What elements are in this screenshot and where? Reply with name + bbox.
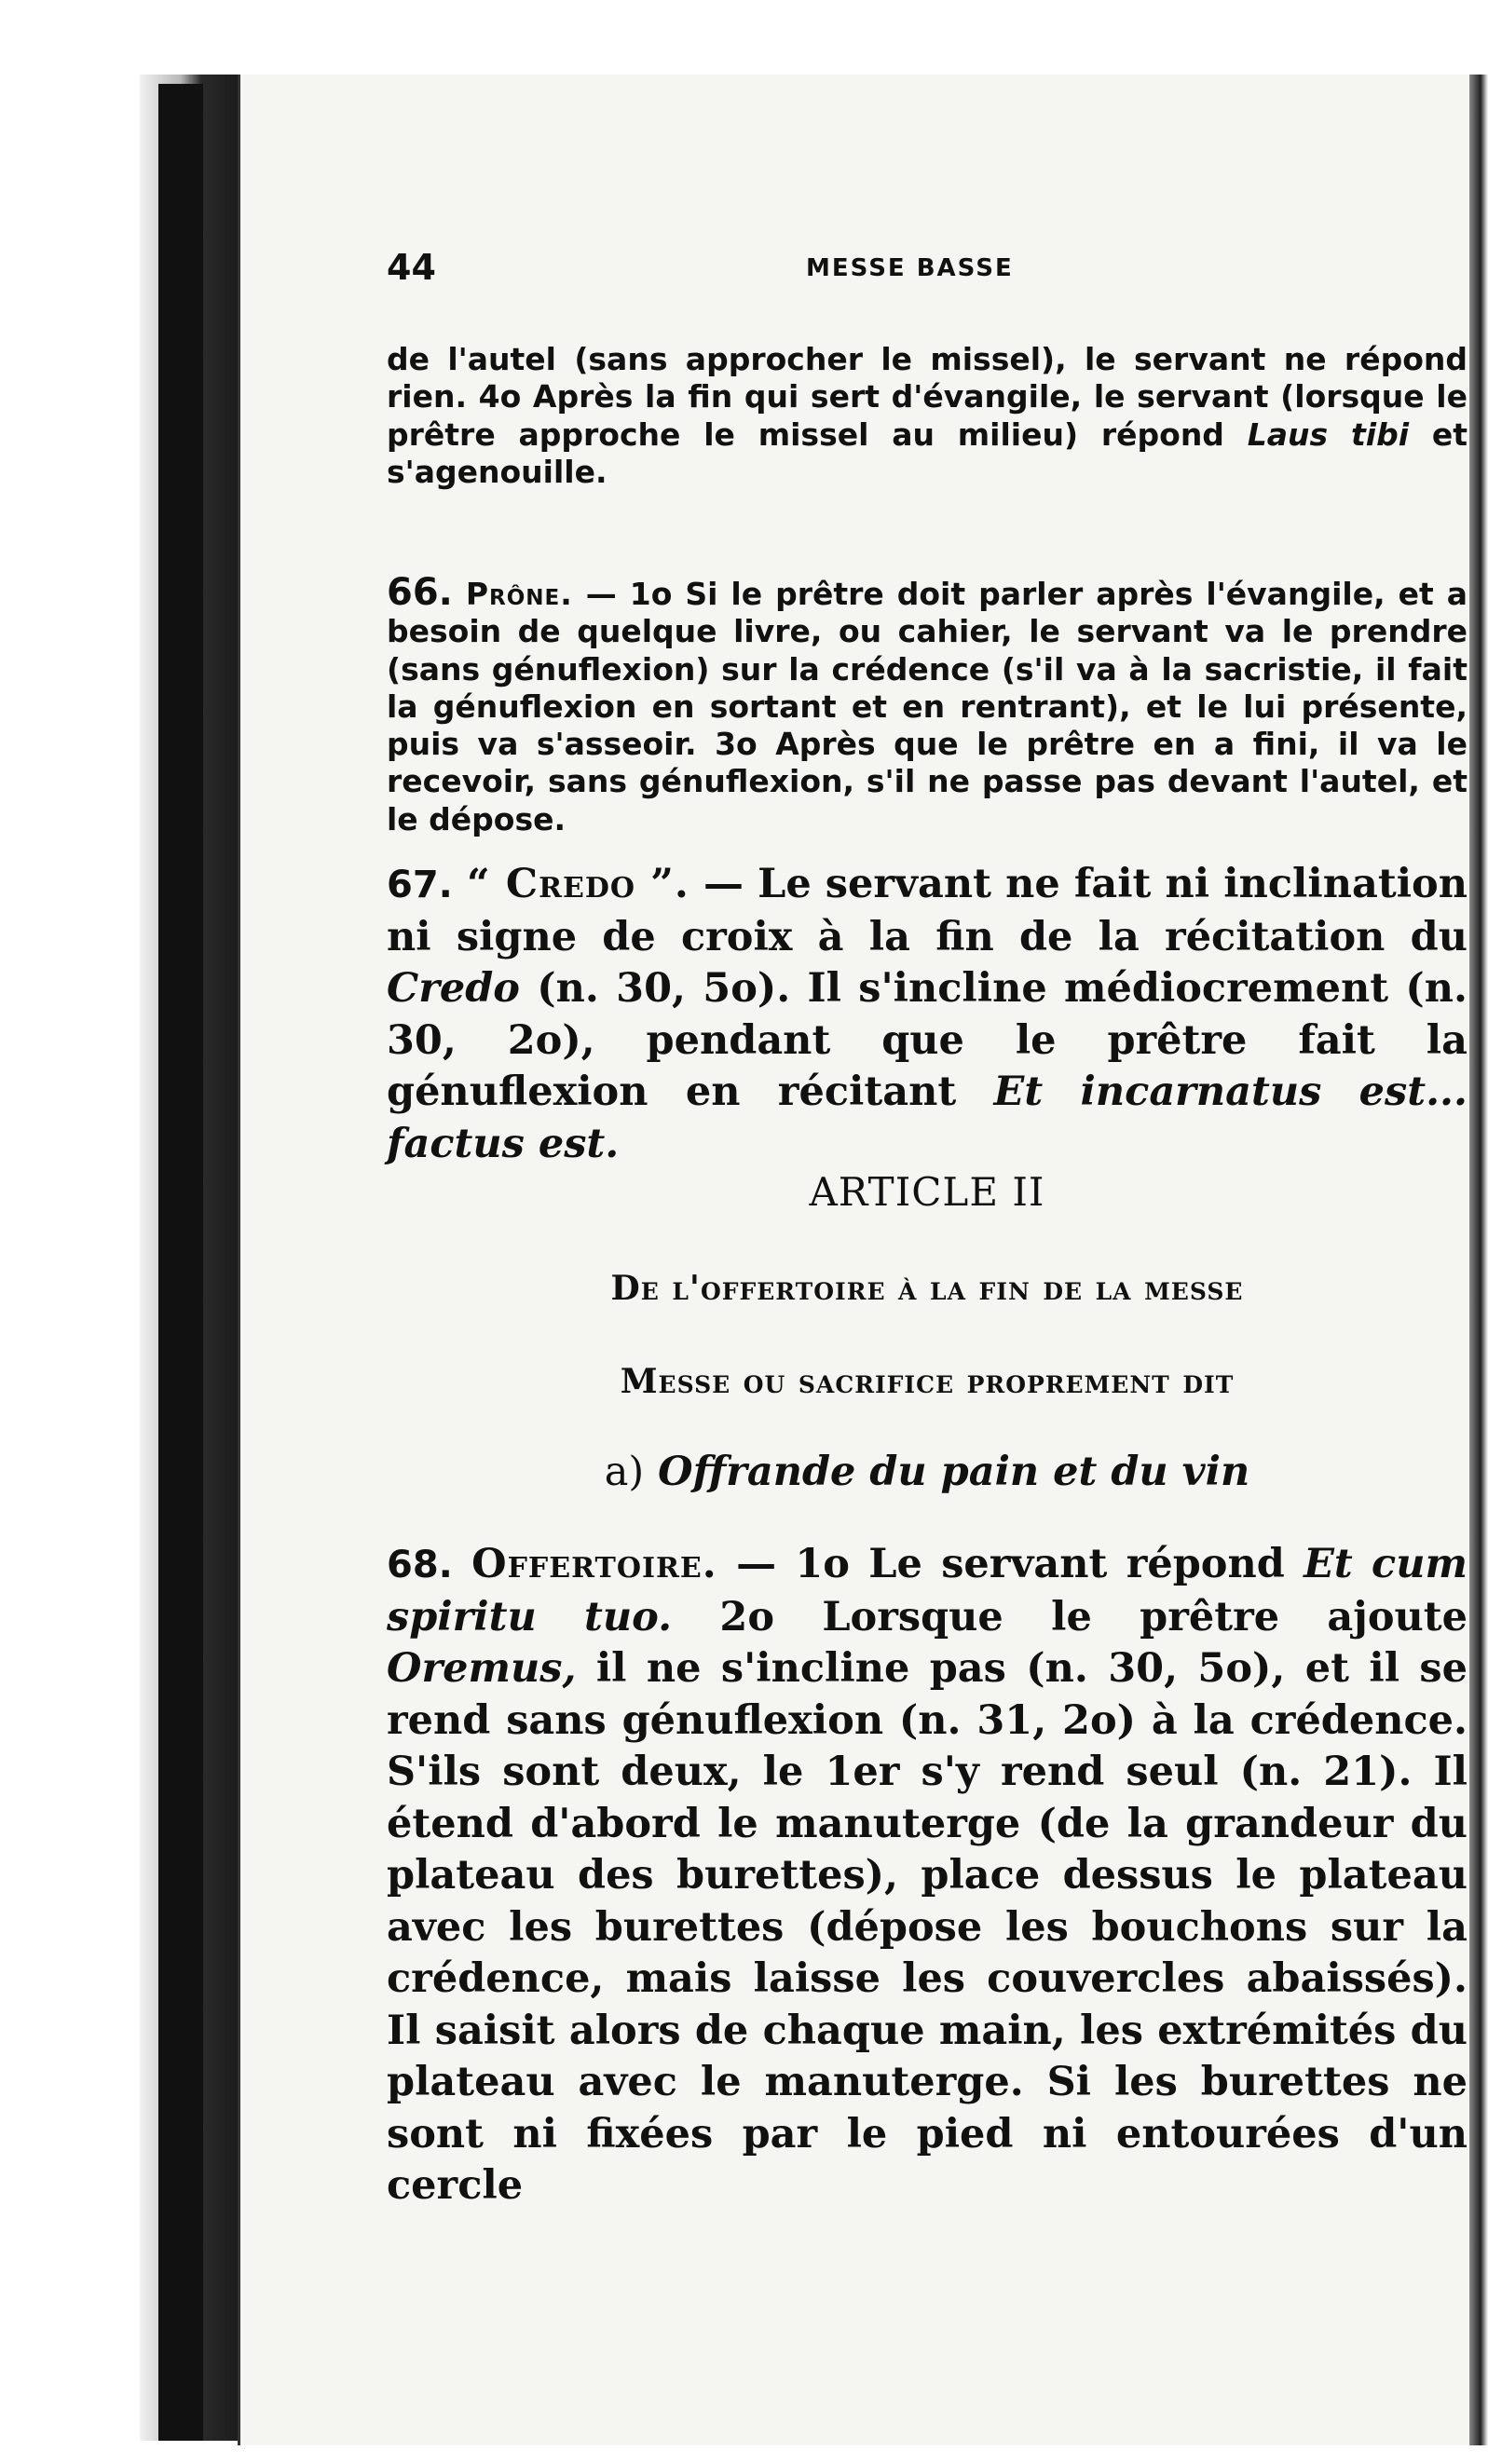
paragraph-66: 66. Prône. — 1o Si le prêtre doit parler après l'évangile, et a besoin de quelque livre, ou cahier, le servant va le prendre (sans génuflexion) sur la crédence (s'il va à la sacristie, il fait la génuflexion en sortant et en rentrant), et le lui présente, puis va s'asseoir. 3o Après que le prêtre en a fini, il va le recevoir, sans génuflexion, s'il ne passe pas devant l'autel, et le dépose. bbox=[387, 571, 1468, 837]
paragraph-heading: Offertoire. bbox=[471, 1541, 717, 1587]
running-title: MESSE BASSE bbox=[806, 254, 1014, 282]
section-title: De l'offertoire à la fin de la messe bbox=[610, 1269, 1244, 1308]
paragraph-heading: Prône. bbox=[465, 576, 573, 612]
paragraph-number: 66. bbox=[387, 571, 453, 614]
running-header bbox=[387, 247, 1468, 293]
paragraph-67: 67. “ Credo ”. — Le servant ne fait ni inclination ni signe de croix à la fin de la récitation du Credo (n. 30, 5o). Il s'incline médiocrement (n. 30, 2o), pendant que le prêtre fait la génuflexion en récitant Et incarnatus est... factus est. bbox=[387, 861, 1468, 1167]
paragraph-65-continuation: de l'autel (sans approcher le missel), le servant ne répond rien. 4o Après la fin qui sert d'évangile, le servant (lorsque le prêtre approche le missel au milieu) répond Laus tibi et s'agenouille. bbox=[387, 341, 1468, 490]
sub-heading: a) Offrande du pain et du vin bbox=[604, 1449, 1250, 1495]
paragraph-number: 67. bbox=[387, 864, 453, 906]
paragraph-heading: “ Credo ”. bbox=[466, 861, 689, 907]
page-number: 44 bbox=[387, 247, 436, 288]
book-spine bbox=[158, 84, 203, 2441]
page-edge bbox=[1469, 75, 1488, 2445]
paragraph-number: 68. bbox=[387, 1544, 453, 1586]
paragraph-68: 68. Offertoire. — 1o Le servant répond Et cum spiritu tuo. 2o Lorsque le prêtre ajoute Oremus, il ne s'incline pas (n. 30, 5o), et il se rend sans génuflexion (n. 31, 2o) à la crédence. S'ils sont deux, le 1er s'y rend seul (n. 21). Il étend d'abord le manuterge (de la grandeur du plateau des burettes), place dessus le plateau avec les burettes (dépose les bouchons sur la crédence, mais laisse les couvercles abaissés). Il saisit alors de chaque main, les extrémités du plateau avec le manuterge. Si les burettes ne sont ni fixées par le pied ni entourées d'un cercle bbox=[387, 1541, 1468, 2209]
article-title: ARTICLE II bbox=[809, 1169, 1045, 1215]
subsection-title: Messe ou sacrifice proprement dit bbox=[620, 1362, 1235, 1401]
